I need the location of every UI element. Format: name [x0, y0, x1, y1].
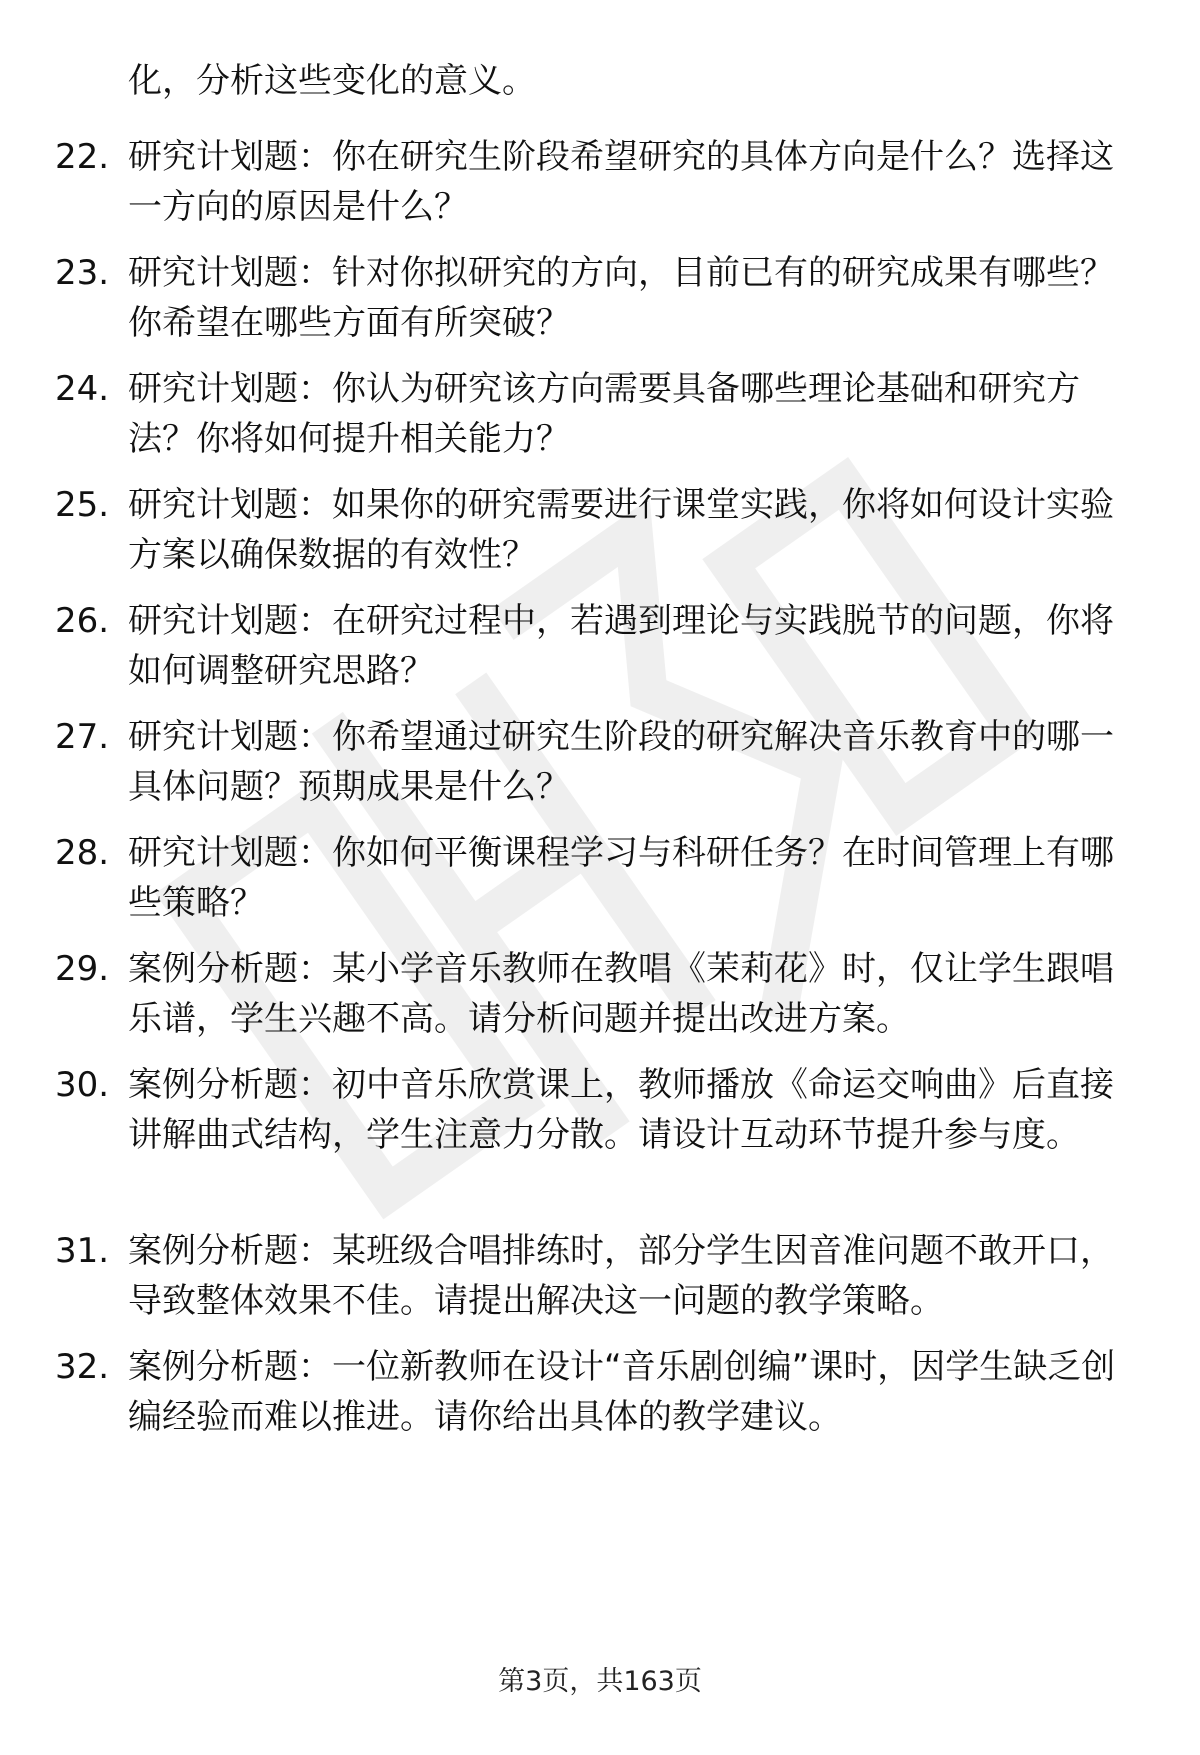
page-footer: 第3页，共163页 [498, 1666, 702, 1697]
question-number: 32. [55, 1347, 110, 1387]
question-number: 22. [55, 137, 110, 177]
question-number: 30. [55, 1065, 110, 1105]
continuation-text: 化，分析这些变化的意义。 [128, 61, 536, 101]
question-text: 研究计划题：如果你的研究需要进行课堂实践，你将如何设计实验方案以确保数据的有效性？ [128, 485, 1114, 575]
question-number: 27. [55, 717, 110, 757]
question-number: 24. [55, 369, 110, 409]
question-text: 案例分析题：某小学音乐教师在教唱《茉莉花》时，仅让学生跟唱乐谱，学生兴趣不高。请分析问题并提出改进方案。 [128, 949, 1114, 1039]
question-text: 研究计划题：你希望通过研究生阶段的研究解决音乐教育中的哪一具体问题？预期成果是什么？ [128, 717, 1114, 807]
question-number: 25. [55, 485, 110, 525]
question-text: 研究计划题：你如何平衡课程学习与科研任务？在时间管理上有哪些策略？ [128, 833, 1114, 923]
question-text: 案例分析题：初中音乐欣赏课上，教师播放《命运交响曲》后直接讲解曲式结构，学生注意力分散。请设计互动环节提升参与度。 [128, 1065, 1114, 1155]
question-text: 研究计划题：你在研究生阶段希望研究的具体方向是什么？选择这一方向的原因是什么？ [128, 137, 1114, 227]
question-number: 28. [55, 833, 110, 873]
question-number: 29. [55, 949, 110, 989]
question-text: 研究计划题：你认为研究该方向需要具备哪些理论基础和研究方法？你将如何提升相关能力？ [128, 369, 1080, 459]
question-text: 案例分析题：一位新教师在设计“音乐剧创编”课时，因学生缺乏创编经验而难以推进。请你给出具体的教学建议。 [128, 1347, 1116, 1437]
question-number: 26. [55, 601, 110, 641]
question-text: 案例分析题：某班级合唱排练时，部分学生因音准问题不敢开口，导致整体效果不佳。请提出解决这一问题的教学策略。 [128, 1231, 1114, 1321]
question-text: 研究计划题：在研究过程中，若遇到理论与实践脱节的问题，你将如何调整研究思路？ [128, 601, 1114, 691]
question-text: 研究计划题：针对你拟研究的方向，目前已有的研究成果有哪些？你希望在哪些方面有所突破？ [128, 253, 1114, 343]
question-number: 31. [55, 1231, 110, 1271]
question-number: 23. [55, 253, 110, 293]
